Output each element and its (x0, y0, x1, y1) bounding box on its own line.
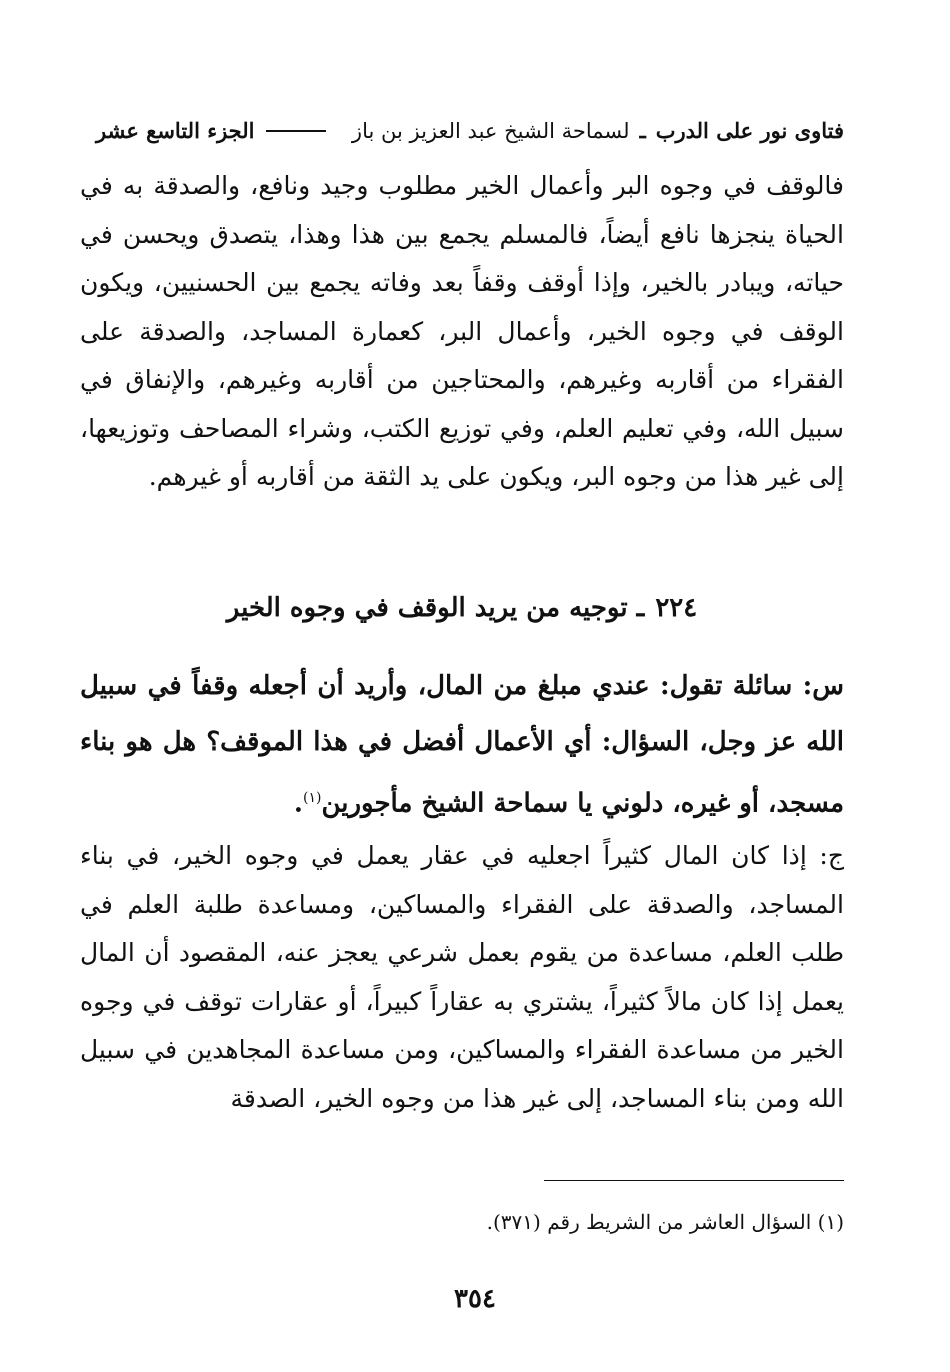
section-heading (80, 588, 844, 628)
answer-paragraph: ج: إذا كان المال كثيراً اجعليه في عقار يعمل في وجوه الخير، في بناء المساجد، والصدقة على الفقراء والمساكين، ومساعدة طلبة العلم في طلب العلم، مساعدة من يقوم بعمل شرعي يعجز عنه، المقصود أن المال يعمل إذا كان مالاً كثيراً، يشتري به عقاراً كبيراً، أو عقارات توقف في وجوه الخير من مساعدة الفقراء والمساكين، ومن مساعدة المجاهدين في سبيل الله ومن بناء المساجد، إلى غير هذا من وجوه الخير، الصدقة (80, 841, 844, 1113)
paragraph-waqf: فالوقف في وجوه البر وأعمال الخير مطلوب وجيد ونافع، والصدقة به في الحياة ينجزها نافع أيضاً، فالمسلم يجمع بين هذا وهذا، يتصدق ويحسن في حياته، ويبادر بالخير، وإذا أوقف وقفاً بعد وفاته يجمع بين الحسنيين، ويكون الوقف في وجوه الخير، وأعمال البر، كعمارة المساجد، والصدقة على الفقراء من أقاربه وغيرهم، والمحتاجين من أقاربه وغيرهم، والإنفاق في سبيل الله، وفي تعليم العلم، وفي توزيع الكتب، وشراء المصاحف وتوزيعها، إلى غير هذا من وجوه البر، ويكون على يد الثقة من أقاربه أو غيرهم. (80, 171, 844, 491)
question-end: . (293, 788, 303, 819)
section-number: ٢٢٤ (655, 593, 698, 623)
author-name: لسماحة الشيخ عبد العزيز بن باز (351, 119, 630, 143)
question-text: س: سائلة تقول: عندي مبلغ من المال، وأريد أن أجعله وقفاً في سبيل الله عز وجل، السؤال: أي الأعمال أفضل في هذا الموقف؟ هل هو بناء مسجد، أو غيره، دلوني يا سماحة الشيخ مأجورين (80, 671, 844, 819)
book-title: فتاوى نور على الدرب (655, 118, 844, 143)
page-number: ٣٥٤ (454, 1284, 496, 1314)
footnote: (١) السؤال العاشر من الشريط رقم (٣٧١). (486, 1210, 844, 1234)
running-header-title-group (352, 118, 844, 143)
header-rule (266, 130, 326, 132)
section-dash: ـ (636, 593, 645, 623)
header-dash: ـ (639, 118, 646, 143)
question-paragraph (80, 658, 844, 832)
running-header (96, 118, 844, 143)
volume-part: الجزء التاسع عشر (96, 118, 255, 143)
running-header-part-group (96, 118, 332, 143)
footnote-divider (544, 1180, 844, 1181)
footnote-reference: (١) (302, 790, 322, 806)
section-title: توجيه من يريد الوقف في وجوه الخير (226, 593, 628, 623)
